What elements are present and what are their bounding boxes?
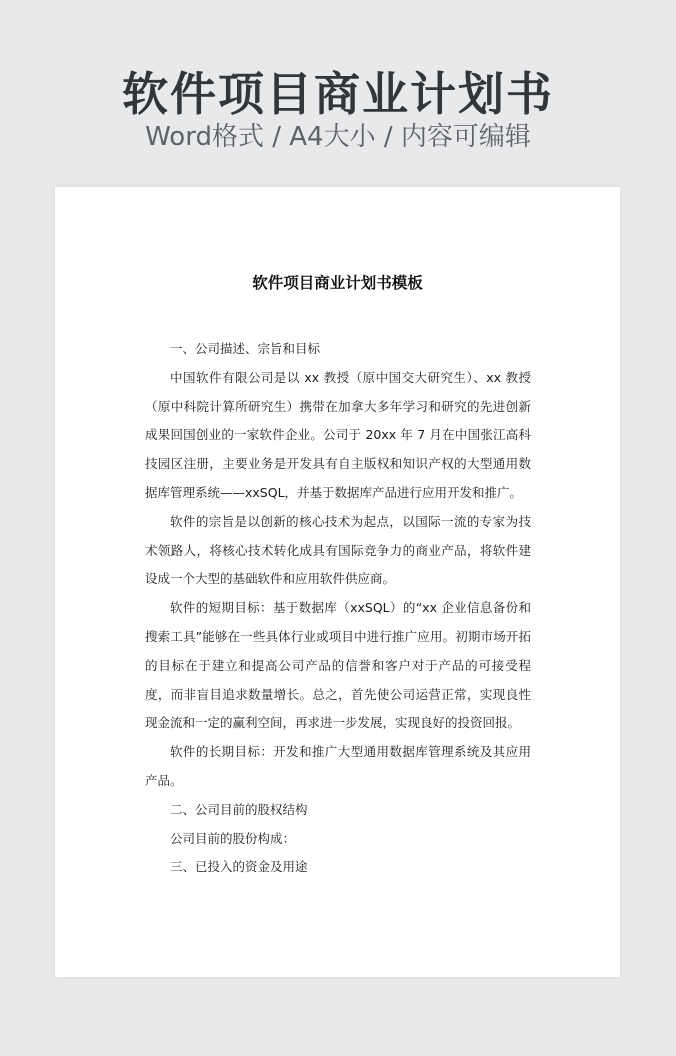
paragraph-long-term-goal: 软件的长期目标：开发和推广大型通用数据库管理系统及其应用产品。 — [145, 744, 531, 788]
section-heading-2: 二、公司目前的股权结构 — [170, 801, 308, 817]
banner-subtitle: Word格式 / A4大小 / 内容可编辑 — [145, 122, 531, 152]
document-body — [145, 335, 531, 882]
document-title: 软件项目商业计划书模板 — [252, 274, 423, 292]
section-heading-1: 一、公司描述、宗旨和目标 — [170, 341, 321, 356]
document-page — [55, 187, 620, 977]
section-heading-3: 三、已投入的资金及用途 — [170, 859, 308, 875]
paragraph-mission: 软件的宗旨是以创新的核心技术为起点，以国际一流的专家为技术领路人，将核心技术转化成具有国际竞争力的商业产品，将软件建设成一个大型的基础软件和应用软件供应商。 — [145, 513, 531, 587]
banner-title: 软件项目商业计划书 — [122, 67, 554, 121]
paragraph-short-term-goal: 软件的短期目标：基于数据库（xxSQL）的“xx 企业信息备份和搜索工具”能够在一些具体行业或项目中进行推广应用。初期市场开拓的目标在于建立和提高公司产品的信誉和客户对于产品的可接受程度，而非盲目追求数量增长。总之，首先使公司运营正常，实现良性现金流和一定的赢利空间，再求进一步发展，实现良好的投资回报。 — [145, 600, 531, 731]
paragraph-company-intro: 中国软件有限公司是以 xx 教授（原中国交大研究生）、xx 教授（原中科院计算所研究生）携带在加拿大多年学习和研究的先进创新成果回国创业的一家软件企业。公司于 20xx 年 7 月在中国张江高科技园区注册，主要业务是开发具有自主版权和知识产权的大型通用数据库管理系统——xxSQL，并基于数据库产品进行应用开发和推广。 — [145, 369, 531, 500]
paragraph-share-structure: 公司目前的股份构成： — [170, 830, 296, 846]
